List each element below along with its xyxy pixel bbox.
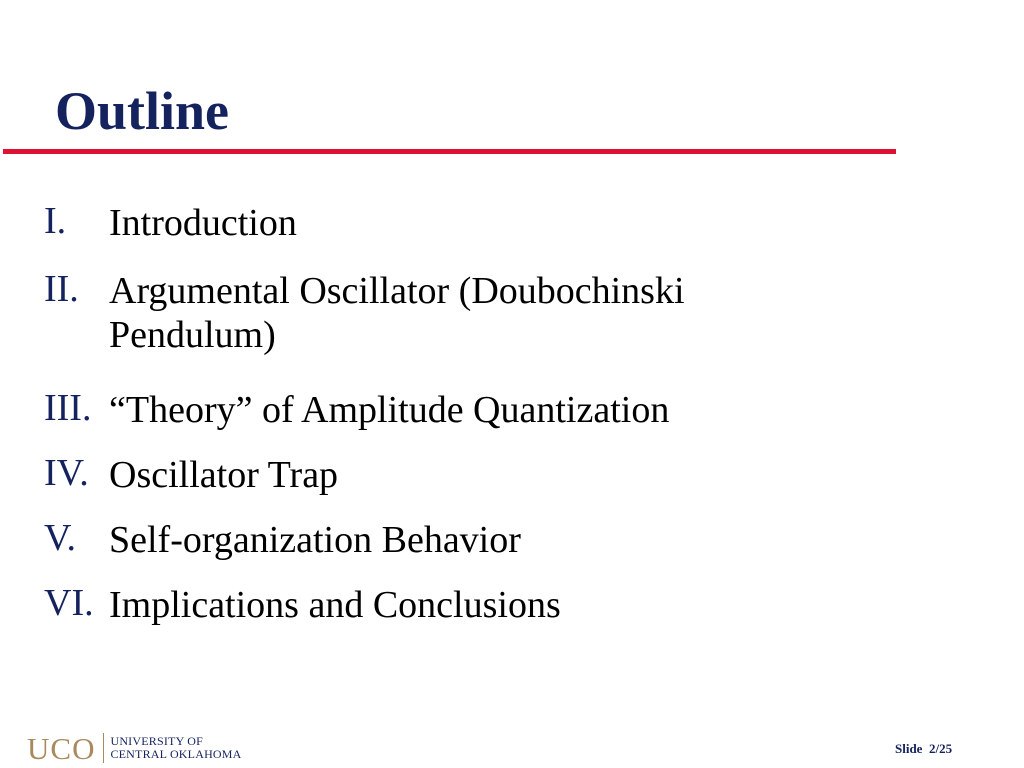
logo-abbreviation: UCO [27, 730, 96, 766]
outline-item-number: III. [44, 387, 92, 429]
logo-university-name [110, 735, 241, 761]
logo-divider [103, 733, 104, 763]
outline-item-number: VI. [44, 582, 94, 624]
outline-item-text: Introduction [109, 202, 297, 244]
outline-item-text: Self-organization Behavior [109, 519, 521, 561]
outline-item-text: Oscillator Trap [109, 454, 339, 496]
slide-number-value: 2/25 [928, 741, 953, 756]
slide-number-label: Slide [895, 741, 923, 756]
slide-title: Outline [55, 81, 230, 141]
outline-item-number: V. [44, 517, 77, 559]
outline-item-number: II. [44, 268, 79, 310]
outline-item-text: Implications and Conclusions [109, 584, 561, 626]
logo-name-line1: UNIVERSITY OF [110, 734, 203, 748]
outline-item-number: I. [44, 200, 67, 242]
university-logo [27, 731, 242, 765]
logo-name-line2: CENTRAL OKLAHOMA [110, 747, 242, 761]
slide-number [895, 741, 952, 757]
outline-item-text: Argumental Oscillator (Doubochinski Pendulum) [109, 270, 685, 356]
outline-item-text: “Theory” of Amplitude Quantization [109, 389, 670, 431]
outline-item-number: IV. [44, 452, 89, 494]
